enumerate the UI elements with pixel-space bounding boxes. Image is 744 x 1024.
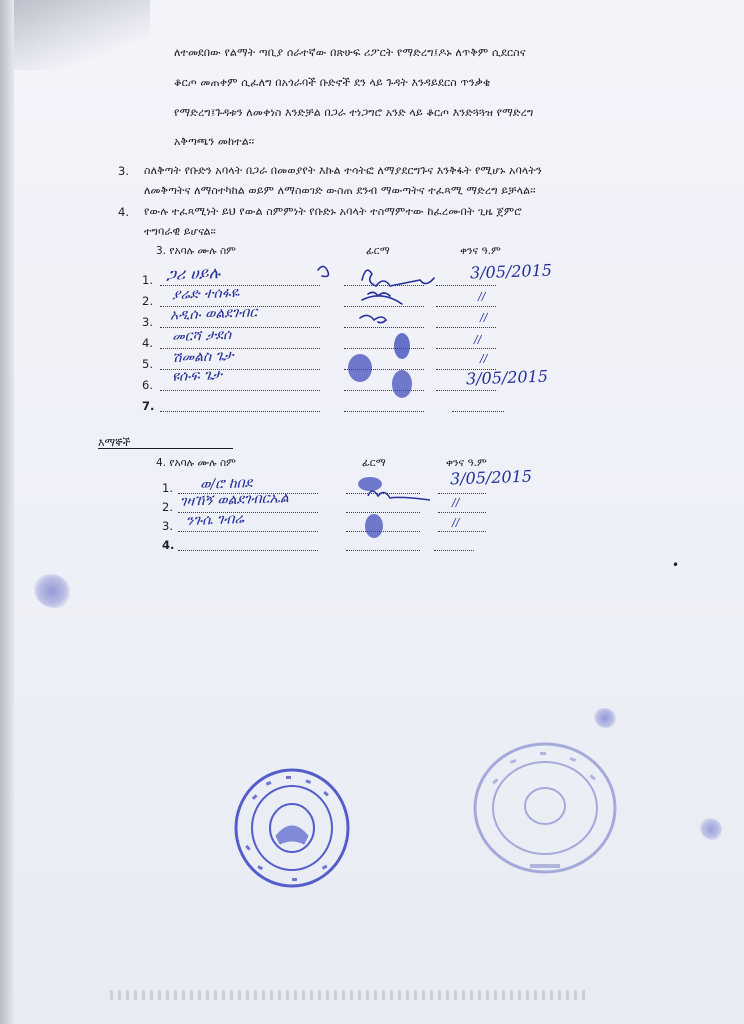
fingerprint-marks <box>348 333 412 398</box>
table-row-number: 2. <box>162 500 173 514</box>
witnesses-header-name: 4. የአባሉ ሙሉ ስም <box>156 457 236 469</box>
ink-smudge <box>34 574 70 608</box>
witnesses-header-signature: ፊርማ <box>362 457 386 469</box>
witness-date-handwritten: // <box>451 495 460 510</box>
table-row-number: 1. <box>142 273 153 287</box>
member-name-handwritten: መርሻ ታደሰ <box>171 326 232 346</box>
table-row-number: 1. <box>162 481 173 495</box>
table-row-number: 6. <box>142 378 153 392</box>
member-name-handwritten: ያሬድ ተሰፋዬ <box>171 284 240 304</box>
scan-noise <box>110 990 590 1000</box>
member-name-handwritten: ዩሱፍ ጌታ <box>171 367 223 385</box>
official-stamp-right <box>470 740 620 878</box>
member-date-handwritten: // <box>473 332 482 347</box>
name-line <box>178 550 318 551</box>
members-header-date: ቀንና ዓ.ም <box>460 245 501 257</box>
table-row-number: 7. <box>142 399 155 413</box>
item-3-line-1: ስለቅጣት የቡድን አባላት በጋራ በመወያየት እኩል ተሳትፎ ለማያደርግጉና እንቅፋት የሚሆኑ አባላትን <box>144 164 542 177</box>
witness-date-handwritten: // <box>451 515 460 530</box>
witnesses-header-date: ቀንና ዓ.ም <box>446 457 487 469</box>
signature-line <box>346 550 420 551</box>
witness-name-handwritten: ንጉሴ ገብሬ <box>185 510 245 530</box>
official-stamp-left <box>232 766 352 890</box>
member-date-handwritten: 3/05/2015 <box>465 366 549 389</box>
member-date-handwritten: 3/05/2015 <box>469 260 553 283</box>
paper-edge-shadow <box>0 0 14 1024</box>
date-line <box>434 550 474 551</box>
table-row-number: 5. <box>142 357 153 371</box>
item-3-line-2: ለመቅጣትና ለማስተካከል ወይም ለማስወገድ ውስጠ ደንብ ማውጣትና ተፈጻሚ ማድረግ ይቻላል፡፡ <box>144 184 536 197</box>
item-4-line-1: የውሉ ተፈጻሚነት ይህ የውል ስምምነት የቡድኑ አባላት ተስማምተው ከፈረሙበት ጊዜ ጀምሮ <box>144 205 522 218</box>
members-header-name: 3. የአባሉ ሙሉ ስም <box>156 245 236 257</box>
paragraph-line-3: የማድረግ፤ጉዳቱን ለመቀነስ እንድቻል በጋራ ተነጋግሮ አንድ ላይ ቆርጦ እንድጓጓዝ የማድረግ <box>174 106 534 119</box>
member-date-handwritten: // <box>477 289 486 304</box>
witnesses-title-underline <box>98 448 233 449</box>
member-signatures <box>310 256 470 416</box>
members-header-signature: ፊርማ <box>366 245 390 257</box>
witness-date-handwritten: 3/05/2015 <box>449 466 533 489</box>
table-row-number: 3. <box>162 519 173 533</box>
member-date-handwritten: // <box>479 351 488 366</box>
member-name-handwritten: ጋሪ ሀይሉ <box>165 263 221 284</box>
stray-mark: • <box>672 558 680 572</box>
member-name-handwritten: አዲሱ ወልደገብር <box>169 304 258 324</box>
member-name-handwritten: ሽመልስ ጌታ <box>171 347 234 367</box>
item-4-line-2: ተግባራዊ ይሆናል፡፡ <box>144 225 216 238</box>
table-row-number: 4. <box>142 336 153 350</box>
name-line <box>178 531 318 532</box>
witness-signatures <box>340 470 450 550</box>
witnesses-title: እማኞች <box>98 436 131 449</box>
member-date-handwritten: // <box>479 310 488 325</box>
item-4-number: 4. <box>118 205 129 219</box>
table-row-number: 4. <box>162 538 175 552</box>
paragraph-line-2: ቆርጦ መጠቀም ሲፈለግ በአጎራባች ቡድኖች ደን ላይ ጉዳት እንዳይደርስ ጥንቃቄ <box>174 76 491 89</box>
paragraph-line-4: አቅጣጫን መከተል፡፡ <box>174 135 255 148</box>
paragraph-line-1: ለተመደበው የልማት ጣቢያ ሰራተኛው በጽሁፍ ሪፖርት የማድረግ፤ዶኑ ለጥቅም ሲደርስና <box>174 46 526 59</box>
table-row-number: 2. <box>142 294 153 308</box>
ink-smudge <box>700 818 722 840</box>
ink-smudge <box>594 708 616 728</box>
witness-name-handwritten: ገዛኸኝ ወልደገብርኤል <box>179 490 290 510</box>
name-line <box>160 411 320 412</box>
table-row-number: 3. <box>142 315 153 329</box>
folded-corner <box>0 0 150 70</box>
witness-name-handwritten: ወ/ሮ ከበደ <box>199 475 253 493</box>
item-3-number: 3. <box>118 164 129 178</box>
name-line <box>160 390 320 391</box>
